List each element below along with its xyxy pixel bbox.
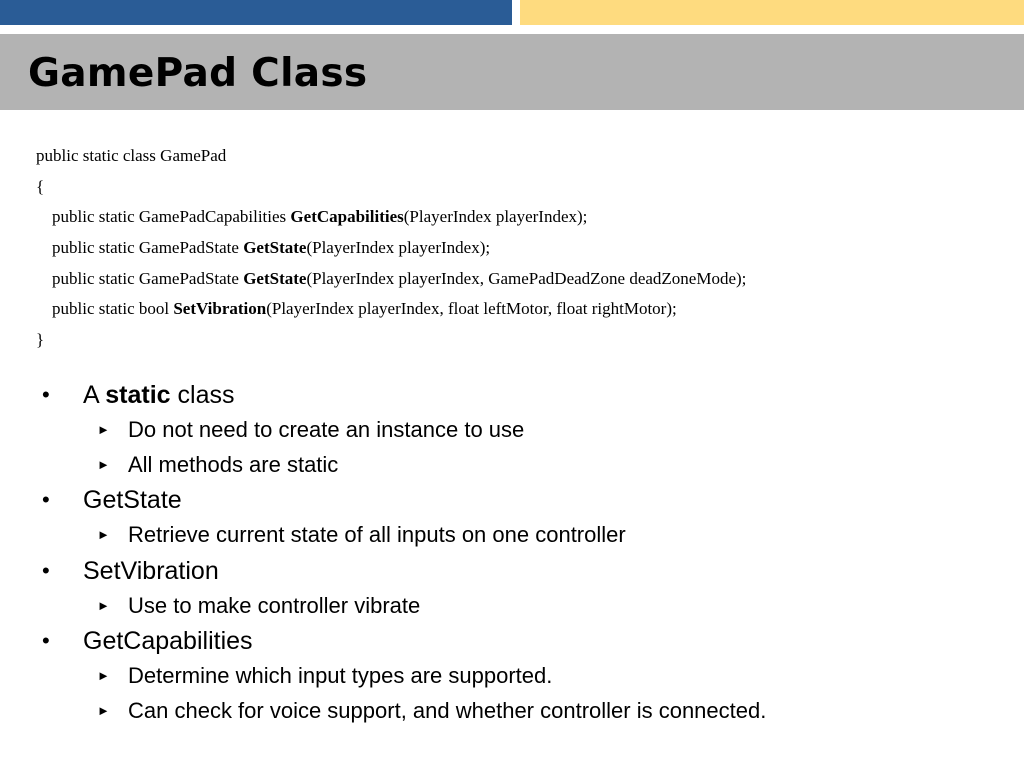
code-method-name: GetCapabilities [290,207,404,227]
triangle-arrow-icon: ► [97,422,110,437]
code-params: (PlayerIndex playerIndex); [306,238,491,258]
sub-bullet-text: Retrieve current state of all inputs on one controller [128,522,626,547]
sub-bullet-text: All methods are static [128,451,339,477]
bullet-dot-icon: • [42,487,50,512]
code-params: (PlayerIndex playerIndex, GamePadDeadZone deadZoneMode); [306,268,747,288]
sub-bullet [0,413,1024,448]
code-close-brace: } [36,330,45,350]
bullet-text-post: class [170,381,235,409]
bullet-list [0,377,1024,728]
code-method-name: GetState [243,268,307,288]
sub-bullet-text: Do not need to create an instance to use [128,417,525,442]
bullet-dot-icon: • [42,557,50,583]
bullet-text [83,377,234,413]
sub-bullet [0,694,1024,729]
bullet-dot-icon: • [42,382,50,407]
code-open-brace: { [36,176,45,196]
triangle-arrow-icon: ► [97,456,110,472]
bullet-static-class [0,377,1024,413]
header-bar-yellow [520,0,1024,25]
bullet-text: GetState [83,486,182,514]
code-method-getstate-deadzone [36,264,746,295]
code-params: (PlayerIndex playerIndex, float leftMotor, float rightMotor); [266,299,677,319]
code-block [36,141,746,356]
triangle-arrow-icon: ► [97,702,110,718]
bullet-text-pre: A [83,381,106,409]
sub-bullet-text: Use to make controller vibrate [128,592,421,618]
bullet-getstate [0,482,1024,518]
sub-bullet [0,448,1024,483]
sub-bullet-text: Can check for voice support, and whether controller is connected. [128,697,767,723]
code-prefix: public static GamePadState [52,268,244,288]
slide-title: GamePad Class [28,51,368,96]
code-method-name: GetState [243,238,307,258]
bullet-getcapabilities [0,623,1024,659]
bullet-dot-icon: • [42,628,50,653]
header-bar-blue [0,0,512,25]
sub-bullet-text: Determine which input types are supported. [128,663,553,688]
sub-bullet [0,589,1024,624]
code-class-declaration: public static class GamePad [36,146,227,165]
code-method-setvibration [36,294,746,325]
bullet-text: SetVibration [83,556,219,585]
code-prefix: public static bool [52,299,174,319]
code-method-getcapabilities [36,202,746,233]
triangle-arrow-icon: ► [97,597,110,613]
triangle-arrow-icon: ► [97,527,110,542]
bullet-text-bold: static [105,381,171,409]
bullet-setvibration [0,553,1024,589]
triangle-arrow-icon: ► [97,668,110,683]
code-params: (PlayerIndex playerIndex); [403,207,588,227]
code-prefix: public static GamePadCapabilities [52,207,291,227]
code-prefix: public static GamePadState [52,238,244,258]
sub-bullet [0,659,1024,694]
code-method-getstate [36,233,746,264]
code-method-name: SetVibration [173,299,267,319]
sub-bullet [0,518,1024,553]
bullet-text: GetCapabilities [83,627,253,655]
